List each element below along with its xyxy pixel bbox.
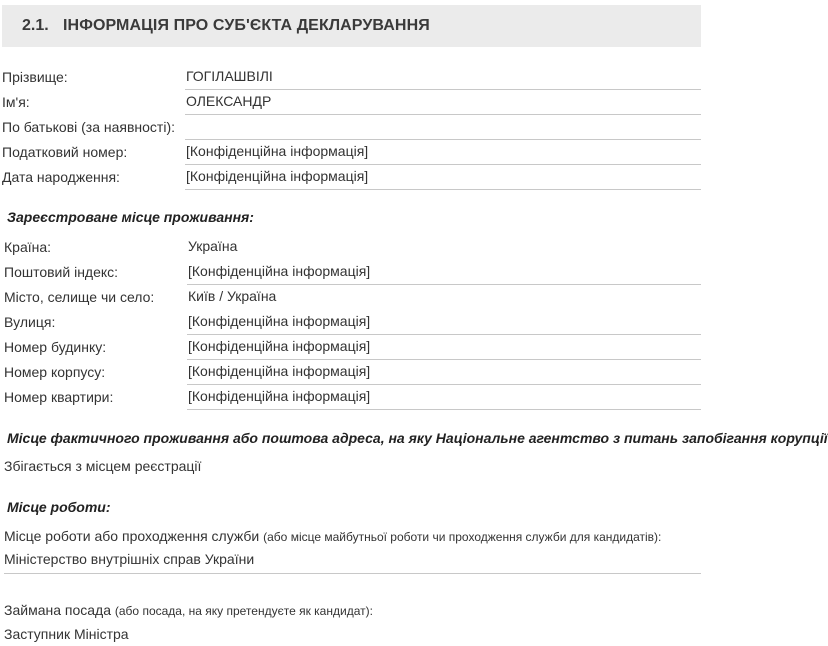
field-house-number: [0, 335, 701, 360]
section-title: ІНФОРМАЦІЯ ПРО СУБ'ЄКТА ДЕКЛАРУВАННЯ: [63, 17, 430, 34]
workplace-value: Міністерство внутрішніх справ України: [4, 548, 701, 574]
field-value: [Конфіденційна інформація]: [185, 140, 701, 165]
field-street: [0, 310, 701, 335]
field-label: Поштовий індекс:: [4, 264, 119, 280]
actual-address-title: Місце фактичного проживання або поштова адреса, на яку Національне агентство з питань запобігання корупції: [7, 430, 828, 446]
field-value: Київ / Україна: [188, 288, 277, 304]
position-label-main: Займана посада: [4, 602, 111, 618]
field-label: Податковий номер:: [2, 144, 128, 160]
field-value: [Конфіденційна інформація]: [187, 385, 701, 410]
position-value: Заступник Міністра: [4, 626, 129, 642]
field-birth-date: [0, 165, 701, 190]
section-header: [2, 5, 701, 47]
workplace-label: [4, 528, 661, 544]
field-patronymic: [0, 115, 701, 140]
registered-address-title: Зареєстроване місце проживання:: [7, 209, 254, 225]
field-label: Ім'я:: [2, 94, 30, 110]
field-value: [Конфіденційна інформація]: [187, 260, 701, 285]
field-surname: [0, 65, 701, 90]
field-city: [0, 285, 701, 310]
workplace-title: Місце роботи:: [7, 499, 111, 515]
field-postal-code: [0, 260, 701, 285]
position-label-note: (або посада, на яку претендуєте як кандидат):: [114, 604, 373, 618]
field-apartment-number: [0, 385, 701, 410]
position-label: [4, 602, 373, 618]
field-value: ОЛЕКСАНДР: [185, 90, 701, 115]
field-first-name: [0, 90, 701, 115]
field-label: Прізвище:: [2, 69, 68, 85]
field-value: [185, 115, 701, 140]
field-value: [Конфіденційна інформація]: [187, 335, 701, 360]
field-label: По батькові (за наявності):: [2, 119, 176, 135]
actual-address-value: Збігається з місцем реєстрації: [4, 458, 202, 474]
field-label: Номер квартири:: [4, 389, 114, 405]
field-label: Номер будинку:: [4, 339, 107, 355]
field-country: [0, 235, 701, 260]
field-tax-number: [0, 140, 701, 165]
field-value: [Конфіденційна інформація]: [187, 310, 701, 335]
field-label: Номер корпусу:: [4, 364, 106, 380]
field-label: Країна:: [4, 239, 52, 255]
field-value: [Конфіденційна інформація]: [187, 360, 701, 385]
section-number: 2.1.: [22, 17, 49, 34]
field-value: [Конфіденційна інформація]: [185, 165, 701, 190]
field-building-number: [0, 360, 701, 385]
field-value: Україна: [188, 238, 238, 254]
workplace-label-main: Місце роботи або проходження служби: [4, 528, 260, 544]
field-label: Дата народження:: [2, 169, 120, 185]
field-label: Вулиця:: [4, 314, 56, 330]
field-label: Місто, селище чи село:: [4, 289, 155, 305]
field-value: ГОГІЛАШВІЛІ: [185, 65, 701, 90]
workplace-label-note: (або місце майбутньої роботи чи проходження служби для кандидатів):: [263, 530, 662, 544]
